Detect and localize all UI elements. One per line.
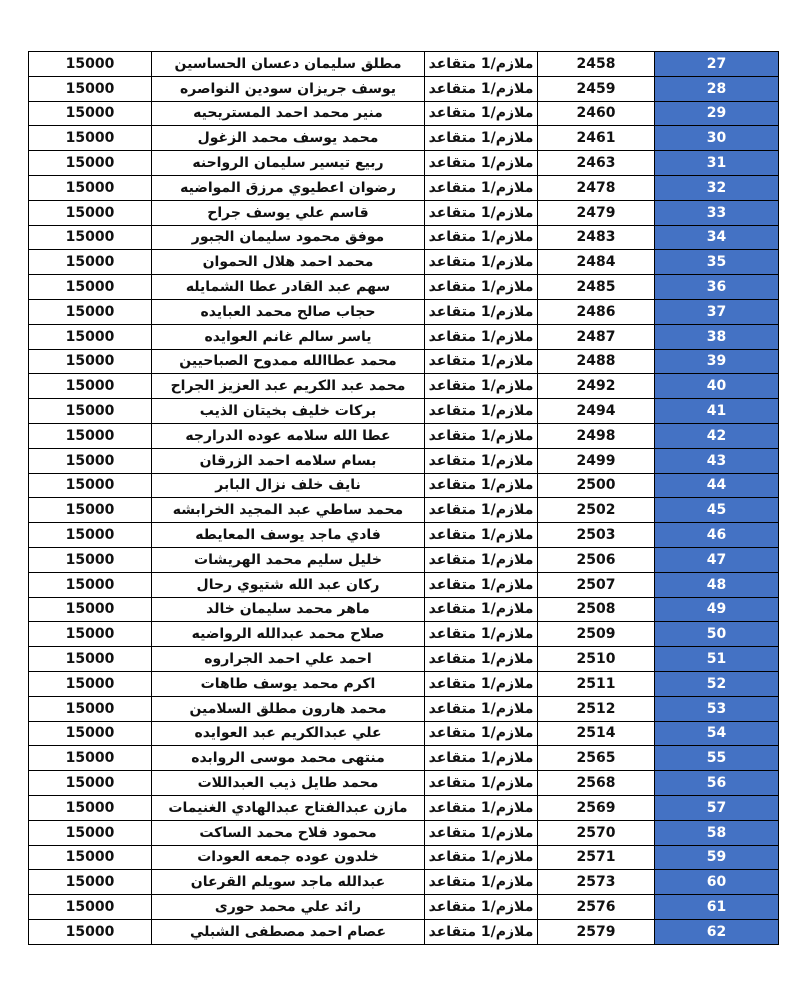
table-row — [29, 746, 779, 771]
number-cell: 2479 — [538, 200, 655, 225]
sequence-cell: 29 — [655, 101, 779, 126]
amount-cell: 15000 — [29, 845, 152, 870]
amount-cell: 15000 — [29, 52, 152, 77]
table-row — [29, 845, 779, 870]
amount-cell: 15000 — [29, 473, 152, 498]
number-cell: 2512 — [538, 696, 655, 721]
sequence-cell: 33 — [655, 200, 779, 225]
table-body — [29, 52, 779, 945]
rank-cell: ملازم/1 متقاعد — [425, 299, 538, 324]
rank-cell: ملازم/1 متقاعد — [425, 671, 538, 696]
table-row — [29, 423, 779, 448]
number-cell: 2478 — [538, 175, 655, 200]
amount-cell: 15000 — [29, 771, 152, 796]
table-row — [29, 175, 779, 200]
rank-cell: ملازم/1 متقاعد — [425, 399, 538, 424]
amount-cell: 15000 — [29, 597, 152, 622]
sequence-cell: 55 — [655, 746, 779, 771]
amount-cell: 15000 — [29, 399, 152, 424]
sequence-cell: 31 — [655, 151, 779, 176]
table-row — [29, 523, 779, 548]
sequence-cell: 52 — [655, 671, 779, 696]
name-cell: ماهر محمد سليمان خالد — [152, 597, 425, 622]
table-row — [29, 52, 779, 77]
name-cell: مازن عبدالفتاح عبدالهادي الغنيمات — [152, 795, 425, 820]
amount-cell: 15000 — [29, 919, 152, 944]
rank-cell: ملازم/1 متقاعد — [425, 126, 538, 151]
name-cell: رائد علي محمد حورى — [152, 895, 425, 920]
number-cell: 2576 — [538, 895, 655, 920]
name-cell: محمد ساطي عبد المجيد الخرابشه — [152, 498, 425, 523]
rank-cell: ملازم/1 متقاعد — [425, 795, 538, 820]
sequence-cell: 50 — [655, 622, 779, 647]
amount-cell: 15000 — [29, 523, 152, 548]
amount-cell: 15000 — [29, 225, 152, 250]
rank-cell: ملازم/1 متقاعد — [425, 523, 538, 548]
name-cell: محمد احمد هلال الحموان — [152, 250, 425, 275]
amount-cell: 15000 — [29, 647, 152, 672]
amount-cell: 15000 — [29, 870, 152, 895]
rank-cell: ملازم/1 متقاعد — [425, 696, 538, 721]
number-cell: 2460 — [538, 101, 655, 126]
table-row — [29, 448, 779, 473]
sequence-cell: 60 — [655, 870, 779, 895]
sequence-cell: 27 — [655, 52, 779, 77]
name-cell: محمود فلاح محمد الساكت — [152, 820, 425, 845]
number-cell: 2568 — [538, 771, 655, 796]
amount-cell: 15000 — [29, 572, 152, 597]
rank-cell: ملازم/1 متقاعد — [425, 498, 538, 523]
table-row — [29, 76, 779, 101]
number-cell: 2459 — [538, 76, 655, 101]
amount-cell: 15000 — [29, 547, 152, 572]
name-cell: منتهى محمد موسى الروابده — [152, 746, 425, 771]
number-cell: 2487 — [538, 324, 655, 349]
number-cell: 2565 — [538, 746, 655, 771]
rank-cell: ملازم/1 متقاعد — [425, 225, 538, 250]
sequence-cell: 40 — [655, 374, 779, 399]
number-cell: 2514 — [538, 721, 655, 746]
rank-cell: ملازم/1 متقاعد — [425, 250, 538, 275]
rank-cell: ملازم/1 متقاعد — [425, 771, 538, 796]
amount-cell: 15000 — [29, 101, 152, 126]
table-row — [29, 721, 779, 746]
table-row — [29, 870, 779, 895]
name-cell: فادي ماجد يوسف المعايطه — [152, 523, 425, 548]
sequence-cell: 30 — [655, 126, 779, 151]
table-row — [29, 101, 779, 126]
rank-cell: ملازم/1 متقاعد — [425, 547, 538, 572]
amount-cell: 15000 — [29, 498, 152, 523]
rank-cell: ملازم/1 متقاعد — [425, 845, 538, 870]
name-cell: عصام احمد مصطفى الشبلي — [152, 919, 425, 944]
number-cell: 2488 — [538, 349, 655, 374]
table-row — [29, 225, 779, 250]
number-cell: 2569 — [538, 795, 655, 820]
rank-cell: ملازم/1 متقاعد — [425, 324, 538, 349]
rank-cell: ملازم/1 متقاعد — [425, 175, 538, 200]
personnel-table — [28, 51, 779, 945]
amount-cell: 15000 — [29, 622, 152, 647]
rank-cell: ملازم/1 متقاعد — [425, 423, 538, 448]
rank-cell: ملازم/1 متقاعد — [425, 919, 538, 944]
rank-cell: ملازم/1 متقاعد — [425, 448, 538, 473]
sequence-cell: 43 — [655, 448, 779, 473]
table-row — [29, 919, 779, 944]
sequence-cell: 42 — [655, 423, 779, 448]
rank-cell: ملازم/1 متقاعد — [425, 151, 538, 176]
sequence-cell: 34 — [655, 225, 779, 250]
sequence-cell: 49 — [655, 597, 779, 622]
rank-cell: ملازم/1 متقاعد — [425, 647, 538, 672]
name-cell: بسام سلامه احمد الزرقان — [152, 448, 425, 473]
rank-cell: ملازم/1 متقاعد — [425, 746, 538, 771]
rank-cell: ملازم/1 متقاعد — [425, 349, 538, 374]
table-row — [29, 820, 779, 845]
sequence-cell: 44 — [655, 473, 779, 498]
number-cell: 2458 — [538, 52, 655, 77]
sequence-cell: 46 — [655, 523, 779, 548]
table-row — [29, 374, 779, 399]
name-cell: ربيع تيسير سليمان الرواحنه — [152, 151, 425, 176]
sequence-cell: 57 — [655, 795, 779, 820]
name-cell: قاسم علي يوسف جراح — [152, 200, 425, 225]
number-cell: 2502 — [538, 498, 655, 523]
number-cell: 2503 — [538, 523, 655, 548]
table-row — [29, 151, 779, 176]
rank-cell: ملازم/1 متقاعد — [425, 52, 538, 77]
amount-cell: 15000 — [29, 795, 152, 820]
table-row — [29, 597, 779, 622]
number-cell: 2498 — [538, 423, 655, 448]
table-row — [29, 572, 779, 597]
amount-cell: 15000 — [29, 746, 152, 771]
number-cell: 2511 — [538, 671, 655, 696]
name-cell: محمد يوسف محمد الزغول — [152, 126, 425, 151]
name-cell: محمد عطاالله ممدوح الصباحيين — [152, 349, 425, 374]
name-cell: صلاح محمد عبدالله الرواضيه — [152, 622, 425, 647]
table-row — [29, 547, 779, 572]
amount-cell: 15000 — [29, 151, 152, 176]
sequence-cell: 45 — [655, 498, 779, 523]
number-cell: 2506 — [538, 547, 655, 572]
sequence-cell: 54 — [655, 721, 779, 746]
number-cell: 2494 — [538, 399, 655, 424]
table-row — [29, 324, 779, 349]
name-cell: عطا الله سلامه عوده الدرارجه — [152, 423, 425, 448]
amount-cell: 15000 — [29, 696, 152, 721]
rank-cell: ملازم/1 متقاعد — [425, 275, 538, 300]
sequence-cell: 59 — [655, 845, 779, 870]
name-cell: علي عبدالكريم عبد العوايده — [152, 721, 425, 746]
name-cell: نايف خلف نزال البابر — [152, 473, 425, 498]
number-cell: 2500 — [538, 473, 655, 498]
number-cell: 2499 — [538, 448, 655, 473]
sequence-cell: 48 — [655, 572, 779, 597]
sequence-cell: 28 — [655, 76, 779, 101]
number-cell: 2485 — [538, 275, 655, 300]
sequence-cell: 39 — [655, 349, 779, 374]
rank-cell: ملازم/1 متقاعد — [425, 76, 538, 101]
rank-cell: ملازم/1 متقاعد — [425, 622, 538, 647]
name-cell: خلدون عوده جمعه العودات — [152, 845, 425, 870]
table-row — [29, 771, 779, 796]
amount-cell: 15000 — [29, 299, 152, 324]
amount-cell: 15000 — [29, 275, 152, 300]
number-cell: 2571 — [538, 845, 655, 870]
table-row — [29, 250, 779, 275]
name-cell: موفق محمود سليمان الجبور — [152, 225, 425, 250]
name-cell: محمد طايل ذيب العبداللات — [152, 771, 425, 796]
amount-cell: 15000 — [29, 374, 152, 399]
table-row — [29, 349, 779, 374]
amount-cell: 15000 — [29, 126, 152, 151]
rank-cell: ملازم/1 متقاعد — [425, 473, 538, 498]
name-cell: مطلق سليمان دعسان الحساسين — [152, 52, 425, 77]
sequence-cell: 62 — [655, 919, 779, 944]
sequence-cell: 32 — [655, 175, 779, 200]
sequence-cell: 37 — [655, 299, 779, 324]
table-row — [29, 399, 779, 424]
name-cell: سهم عبد القادر عطا الشمايله — [152, 275, 425, 300]
sequence-cell: 41 — [655, 399, 779, 424]
sequence-cell: 36 — [655, 275, 779, 300]
table-row — [29, 647, 779, 672]
number-cell: 2579 — [538, 919, 655, 944]
sequence-cell: 58 — [655, 820, 779, 845]
name-cell: بركات خليف بخيتان الذيب — [152, 399, 425, 424]
table-row — [29, 895, 779, 920]
number-cell: 2463 — [538, 151, 655, 176]
name-cell: رضوان اعطيوي مرزق المواضيه — [152, 175, 425, 200]
name-cell: حجاب صالح محمد العبايده — [152, 299, 425, 324]
number-cell: 2486 — [538, 299, 655, 324]
number-cell: 2509 — [538, 622, 655, 647]
number-cell: 2510 — [538, 647, 655, 672]
name-cell: منير محمد احمد المستريحيه — [152, 101, 425, 126]
rank-cell: ملازم/1 متقاعد — [425, 374, 538, 399]
table-row — [29, 622, 779, 647]
rank-cell: ملازم/1 متقاعد — [425, 820, 538, 845]
sequence-cell: 61 — [655, 895, 779, 920]
rank-cell: ملازم/1 متقاعد — [425, 895, 538, 920]
name-cell: اكرم محمد يوسف طاهات — [152, 671, 425, 696]
table-row — [29, 275, 779, 300]
amount-cell: 15000 — [29, 200, 152, 225]
sequence-cell: 47 — [655, 547, 779, 572]
amount-cell: 15000 — [29, 76, 152, 101]
number-cell: 2483 — [538, 225, 655, 250]
number-cell: 2461 — [538, 126, 655, 151]
amount-cell: 15000 — [29, 448, 152, 473]
amount-cell: 15000 — [29, 250, 152, 275]
name-cell: خليل سليم محمد الهريشات — [152, 547, 425, 572]
amount-cell: 15000 — [29, 895, 152, 920]
rank-cell: ملازم/1 متقاعد — [425, 101, 538, 126]
name-cell: احمد علي احمد الجراروه — [152, 647, 425, 672]
number-cell: 2507 — [538, 572, 655, 597]
number-cell: 2484 — [538, 250, 655, 275]
table-row — [29, 498, 779, 523]
table-row — [29, 200, 779, 225]
rank-cell: ملازم/1 متقاعد — [425, 572, 538, 597]
amount-cell: 15000 — [29, 349, 152, 374]
sequence-cell: 56 — [655, 771, 779, 796]
rank-cell: ملازم/1 متقاعد — [425, 200, 538, 225]
table-row — [29, 126, 779, 151]
amount-cell: 15000 — [29, 721, 152, 746]
number-cell: 2570 — [538, 820, 655, 845]
name-cell: محمد هارون مطلق السلامين — [152, 696, 425, 721]
number-cell: 2508 — [538, 597, 655, 622]
sequence-cell: 53 — [655, 696, 779, 721]
amount-cell: 15000 — [29, 671, 152, 696]
sequence-cell: 35 — [655, 250, 779, 275]
rank-cell: ملازم/1 متقاعد — [425, 870, 538, 895]
sequence-cell: 51 — [655, 647, 779, 672]
table-row — [29, 795, 779, 820]
table-row — [29, 473, 779, 498]
table-row — [29, 299, 779, 324]
table-row — [29, 696, 779, 721]
rank-cell: ملازم/1 متقاعد — [425, 721, 538, 746]
name-cell: محمد عبد الكريم عبد العزيز الجراح — [152, 374, 425, 399]
table-row — [29, 671, 779, 696]
number-cell: 2573 — [538, 870, 655, 895]
rank-cell: ملازم/1 متقاعد — [425, 597, 538, 622]
amount-cell: 15000 — [29, 175, 152, 200]
sequence-cell: 38 — [655, 324, 779, 349]
name-cell: يوسف جريزان سودين النواصره — [152, 76, 425, 101]
amount-cell: 15000 — [29, 820, 152, 845]
name-cell: عبدالله ماجد سويلم القرعان — [152, 870, 425, 895]
amount-cell: 15000 — [29, 423, 152, 448]
name-cell: ركان عبد الله شتيوي رحال — [152, 572, 425, 597]
number-cell: 2492 — [538, 374, 655, 399]
amount-cell: 15000 — [29, 324, 152, 349]
name-cell: ياسر سالم غانم العوايده — [152, 324, 425, 349]
